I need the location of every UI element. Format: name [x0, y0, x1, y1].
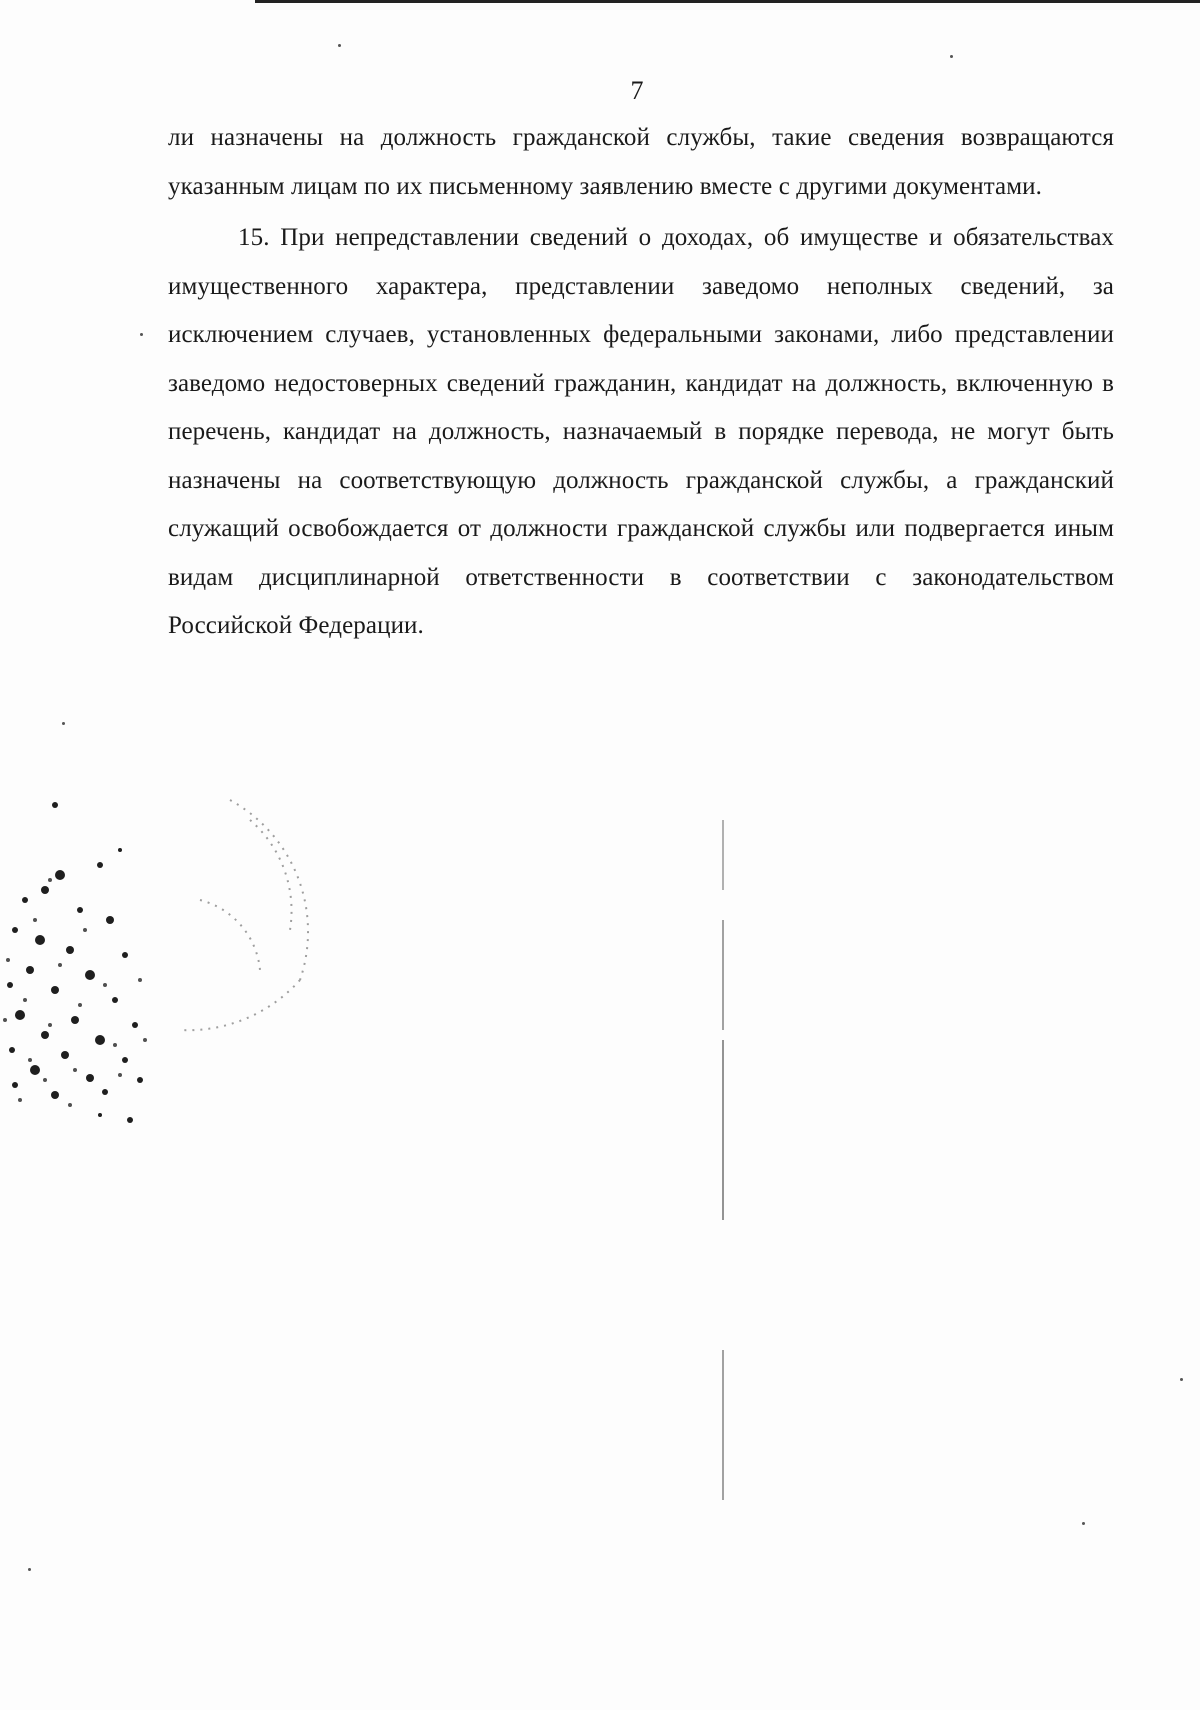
page-number: 7: [630, 76, 644, 105]
scan-speck: [140, 333, 143, 336]
paragraph-continuation: ли назначены на должность гражданской службы, такие сведения возвращаются указанным лицам по их письменному заявлению вместе с другими документами.: [168, 124, 1114, 200]
crease-line: [722, 1040, 724, 1220]
crease-line: [722, 1350, 724, 1500]
seal-stamp-image: [0, 780, 340, 1200]
paragraph-15: 15. При непредставлении сведений о доходах, об имуществе и обязательствах имущественного характера, представлении заведомо неполных сведений, за исключением случаев, установленных федеральными законами, либо представлении заведомо недостоверных сведений гражданин, кандидат на должность, включенную в перечень, кандидат на должность, назначаемый в порядке перевода, не могут быть назначены на соответствующую должность гражданской службы, а гражданский служащий освобождается от должности гражданской службы или подвергается иным видам дисциплинарной ответственности в соответствии с законодательством Российской Федерации.: [168, 224, 1114, 639]
top-border-line: [255, 0, 1200, 3]
scan-speck: [1082, 1522, 1085, 1525]
scan-speck: [950, 55, 953, 58]
document-body: [168, 114, 1114, 651]
crease-line: [722, 820, 724, 890]
scan-speck: [338, 44, 341, 47]
crease-line: [722, 920, 724, 1030]
scan-speck: [28, 1568, 31, 1571]
scan-speck: [1180, 1378, 1183, 1381]
scan-speck: [62, 722, 65, 725]
